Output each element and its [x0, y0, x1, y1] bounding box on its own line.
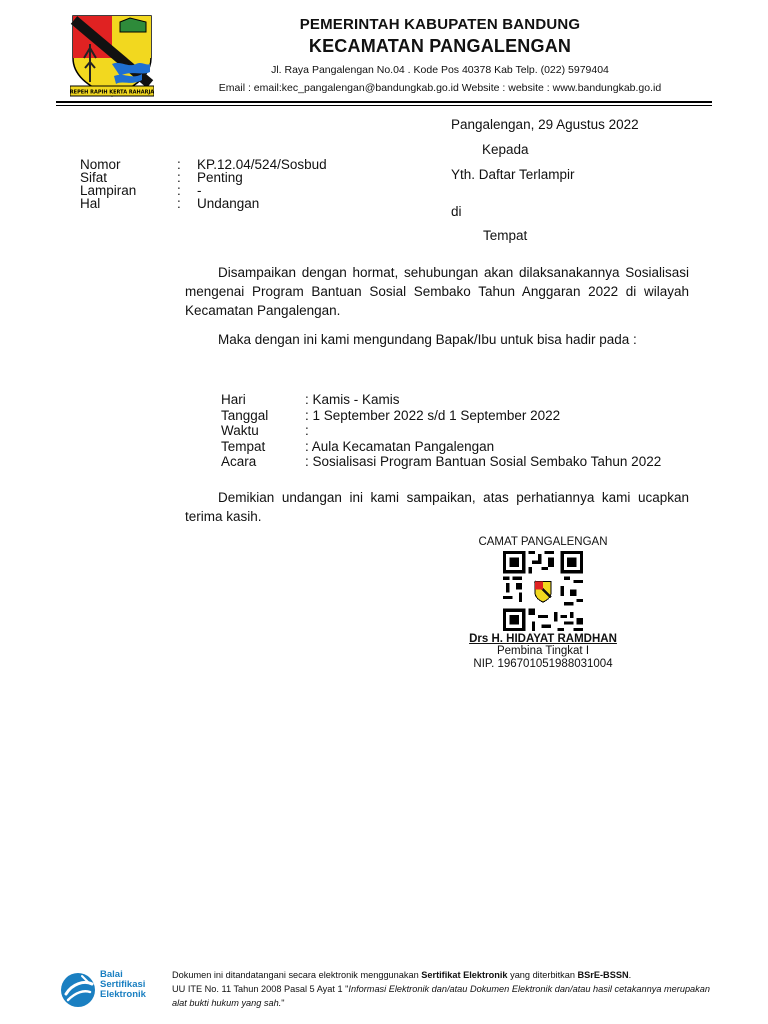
detail-row-waktu — [221, 423, 661, 439]
detail-key: Waktu — [221, 423, 259, 438]
e-signature-notice — [172, 968, 710, 1010]
invitation-paragraph: Maka dengan ini kami mengundang Bapak/Ibu untuk bisa hadir pada : — [218, 332, 637, 347]
letterhead-rule — [56, 101, 712, 106]
notice-bold: Sertifikat Elektronik — [421, 970, 508, 980]
opening-paragraph: Disampaikan dengan hormat, sehubungan akan dilaksanakannya Sosialisasi mengenai Program Bantuan Sosial Sembako Tahun Anggaran 2022 di wilayah Kecamatan Pangalengan. — [185, 265, 689, 318]
meta-key: Sifat — [80, 170, 108, 185]
bsre-logo-line: Elektronik — [100, 989, 146, 1000]
notice-text: Dokumen ini ditandatangani secara elektronik menggunakan — [172, 970, 422, 980]
notice-line-1 — [172, 968, 710, 982]
event-details — [221, 392, 661, 470]
notice-bold: BSrE-BSSN — [577, 970, 629, 980]
di-label: di — [451, 204, 462, 219]
kabupaten-bandung-crest-icon — [70, 14, 154, 98]
detail-key: Hari — [221, 392, 246, 407]
bsre-logo-icon — [58, 970, 168, 1010]
detail-value: : Sosialisasi Program Bantuan Sosial Sembako Tahun 2022 — [305, 454, 662, 469]
meta-value: Undangan — [197, 196, 260, 211]
meta-colon: : — [177, 183, 181, 198]
office-address: Jl. Raya Pangalengan No.04 . Kode Pos 40378 Kab Telp. (022) 5979404 — [271, 64, 609, 76]
signer-name: Drs H. HIDAYAT RAMDHAN — [469, 633, 617, 645]
destination: Tempat — [483, 228, 528, 243]
signer-position: CAMAT PANGALENGAN — [478, 536, 608, 548]
svg-text:REPEH RAPIH KERTA RAHARJA: REPEH RAPIH KERTA RAHARJA — [70, 89, 154, 96]
notice-text: . — [628, 970, 632, 980]
notice-line-2 — [172, 982, 710, 1010]
district-title: KECAMATAN PANGALENGAN — [308, 36, 572, 56]
detail-row-tanggal — [221, 408, 661, 424]
closing-paragraph: Demikian undangan ini kami sampaikan, atas perhatiannya kami ucapkan terima kasih. — [185, 490, 689, 524]
letter-meta — [80, 158, 327, 210]
meta-key: Hal — [80, 196, 101, 211]
meta-value: - — [197, 183, 202, 198]
signature-block — [440, 536, 646, 671]
recipient: Yth. Daftar Terlampir — [451, 167, 575, 182]
detail-row-acara — [221, 454, 661, 470]
kepada-label: Kepada — [482, 142, 529, 157]
meta-value: KP.12.04/524/Sosbud — [197, 157, 327, 172]
bsre-logo-line: Balai — [100, 969, 123, 980]
detail-key: Tempat — [221, 438, 266, 454]
meta-value: Penting — [197, 170, 243, 185]
notice-italic: Informasi Elektronik dan/atau Dokumen Elektronik dan/atau hasil cetakannya merupakan alat bukti hukum yang sah. — [172, 984, 710, 1008]
government-title: PEMERINTAH KABUPATEN BANDUNG — [299, 16, 581, 33]
detail-row-hari — [221, 392, 661, 408]
meta-key: Nomor — [80, 157, 121, 172]
detail-value: : Aula Kecamatan Pangalengan — [305, 438, 495, 454]
notice-text: " — [281, 998, 285, 1008]
detail-value: : — [305, 423, 309, 438]
notice-text: UU ITE No. 11 Tahun 2008 Pasal 5 Ayat 1 " — [172, 984, 349, 994]
meta-colon: : — [177, 170, 181, 185]
signer-rank: Pembina Tingkat I — [496, 645, 590, 657]
notice-text: yang diterbitkan — [507, 970, 578, 980]
office-contact: Email : email:kec_pangalengan@bandungkab.go.id Website : website : www.bandungkab.go.id — [218, 82, 662, 94]
signer-nip: NIP. 196701051988031004 — [473, 658, 613, 670]
detail-value: : Kamis - Kamis — [305, 392, 400, 407]
meta-key: Lampiran — [80, 183, 137, 198]
detail-row-tempat — [221, 439, 661, 455]
detail-key: Tanggal — [221, 407, 269, 423]
detail-value: : 1 September 2022 s/d 1 September 2022 — [305, 407, 561, 423]
letter-date: Pangalengan, 29 Agustus 2022 — [451, 117, 639, 132]
detail-key: Acara — [221, 454, 257, 469]
meta-row-hal — [80, 197, 327, 210]
meta-colon: : — [177, 196, 181, 211]
qr-code-icon — [503, 551, 583, 631]
bsre-logo-line: Sertifikasi — [100, 979, 146, 990]
meta-colon: : — [177, 157, 181, 172]
